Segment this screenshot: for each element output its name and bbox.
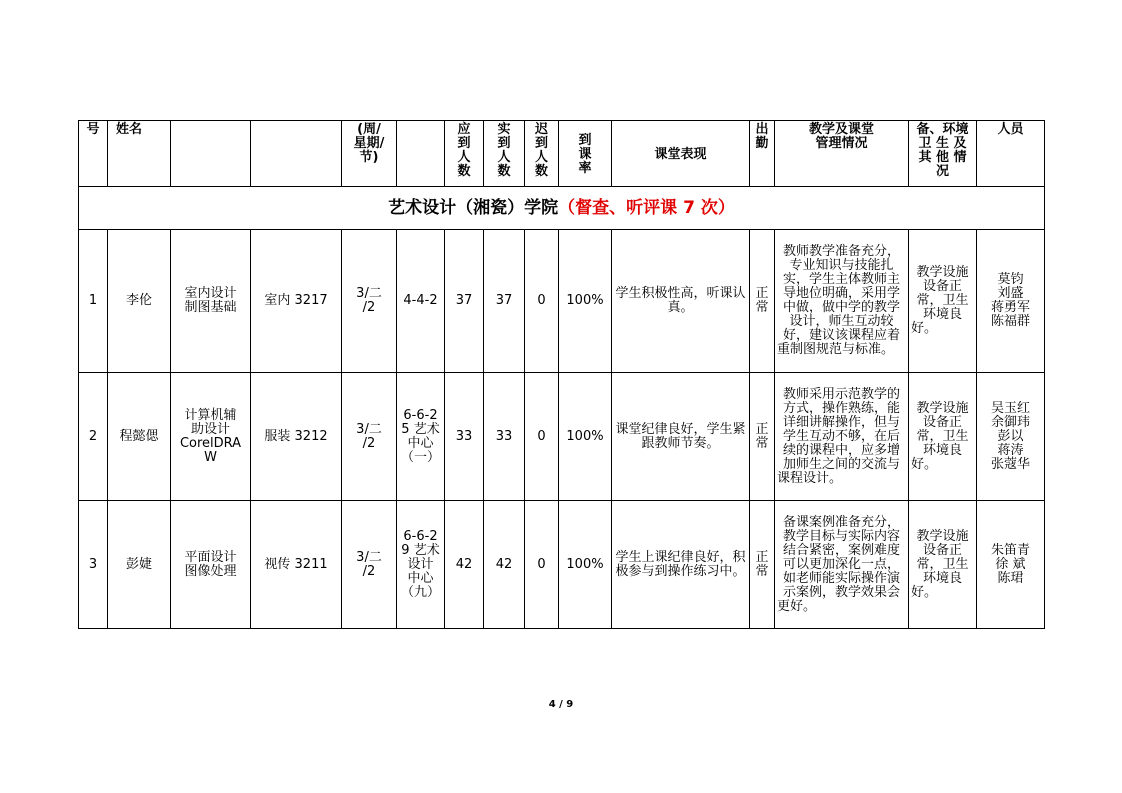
header-name: 姓名 bbox=[108, 121, 171, 187]
course-name: 计算机辅 助设计 CorelDRA W bbox=[171, 373, 251, 501]
teacher-name: 程懿偲 bbox=[108, 373, 171, 501]
header-late-count: 迟 到 人 数 bbox=[525, 121, 559, 187]
late-count: 0 bbox=[525, 501, 559, 629]
class-performance: 学生上课纪律良好，积极参与到操作练习中。 bbox=[612, 501, 750, 629]
section-title-cell bbox=[79, 187, 1045, 230]
actual-count: 37 bbox=[484, 230, 525, 373]
header-class bbox=[251, 121, 342, 187]
header-attendance-rate: 到 课 率 bbox=[559, 121, 612, 187]
attendance-rate: 100% bbox=[559, 373, 612, 501]
section-note: （督查、听评课 7 次） bbox=[558, 198, 735, 218]
expected-count: 37 bbox=[445, 230, 484, 373]
actual-count: 33 bbox=[484, 373, 525, 501]
late-count: 0 bbox=[525, 373, 559, 501]
row-number: 2 bbox=[79, 373, 108, 501]
section-row bbox=[79, 187, 1045, 230]
room: 6-6-2 9 艺术 设计 中心 （九） bbox=[397, 501, 445, 629]
attendance-status: 正 常 bbox=[750, 501, 775, 629]
attendance-rate: 100% bbox=[559, 501, 612, 629]
attendance-rate: 100% bbox=[559, 230, 612, 373]
class-name: 视传 3211 bbox=[251, 501, 342, 629]
header-room bbox=[397, 121, 445, 187]
teaching-management: 备课案例准备充分，教学目标与实际内容结合紧密，案例难度可以更加深化一点，如老师能实际操作演示案例，教学效果会更好。 bbox=[775, 501, 909, 629]
room: 6-6-2 5 艺术 中心 （一） bbox=[397, 373, 445, 501]
table-row bbox=[79, 230, 1045, 373]
header-course bbox=[171, 121, 251, 187]
header-expected-count: 应 到 人 数 bbox=[445, 121, 484, 187]
course-name: 室内设计 制图基础 bbox=[171, 230, 251, 373]
teacher-name: 彭婕 bbox=[108, 501, 171, 629]
header-attendance: 出 勤 bbox=[750, 121, 775, 187]
teaching-management: 教师教学准备充分，专业知识与技能扎实，学生主体教师主导地位明确，采用学中做，做中学的教学设计，师生互动较好，建议该课程应着重制图规范与标准。 bbox=[775, 230, 909, 373]
staff-list: 莫钧 刘盛 蒋勇军 陈福群 bbox=[977, 230, 1045, 373]
row-number: 3 bbox=[79, 501, 108, 629]
late-count: 0 bbox=[525, 230, 559, 373]
table-row bbox=[79, 501, 1045, 629]
table-header-row bbox=[79, 121, 1045, 187]
table-row bbox=[79, 373, 1045, 501]
environment-status: 教学设施设备正常，卫生环境良好。 bbox=[909, 230, 977, 373]
staff-list: 吴玉红 余御玮 彭以 蒋涛 张蔻华 bbox=[977, 373, 1045, 501]
teaching-management: 教师采用示范教学的方式，操作熟练，能详细讲解操作，但与学生互动不够，在后续的课程中，应多增加师生之间的交流与课程设计。 bbox=[775, 373, 909, 501]
header-class-performance: 课堂表现 bbox=[612, 121, 750, 187]
environment-status: 教学设施设备正常，卫生环境良好。 bbox=[909, 501, 977, 629]
header-number: 号 bbox=[79, 121, 108, 187]
class-name: 服装 3212 bbox=[251, 373, 342, 501]
week-day-period: 3/二 /2 bbox=[342, 501, 397, 629]
attendance-status: 正 常 bbox=[750, 373, 775, 501]
class-performance: 课堂纪律良好，学生紧跟教师节奏。 bbox=[612, 373, 750, 501]
section-title: 艺术设计（湘瓷）学院 bbox=[388, 198, 559, 218]
header-staff: 人员 bbox=[977, 121, 1045, 187]
inspection-table bbox=[78, 120, 1045, 629]
week-day-period: 3/二 /2 bbox=[342, 373, 397, 501]
staff-list: 朱笛青 徐 斌 陈珺 bbox=[977, 501, 1045, 629]
environment-status: 教学设施设备正常，卫生环境良好。 bbox=[909, 373, 977, 501]
expected-count: 33 bbox=[445, 373, 484, 501]
class-performance: 学生积极性高，听课认真。 bbox=[612, 230, 750, 373]
week-day-period: 3/二 /2 bbox=[342, 230, 397, 373]
header-actual-count: 实 到 人 数 bbox=[484, 121, 525, 187]
page-number: 4 / 9 bbox=[548, 699, 574, 710]
room: 4-4-2 bbox=[397, 230, 445, 373]
class-name: 室内 3217 bbox=[251, 230, 342, 373]
attendance-status: 正 常 bbox=[750, 230, 775, 373]
actual-count: 42 bbox=[484, 501, 525, 629]
course-name: 平面设计 图像处理 bbox=[171, 501, 251, 629]
header-teaching-management: 教学及课堂 管理情况 bbox=[775, 121, 909, 187]
header-week-day-period: (周/ 星期/ 节) bbox=[342, 121, 397, 187]
expected-count: 42 bbox=[445, 501, 484, 629]
row-number: 1 bbox=[79, 230, 108, 373]
header-environment: 备、环境 卫 生 及 其 他 情 况 bbox=[909, 121, 977, 187]
teacher-name: 李伦 bbox=[108, 230, 171, 373]
